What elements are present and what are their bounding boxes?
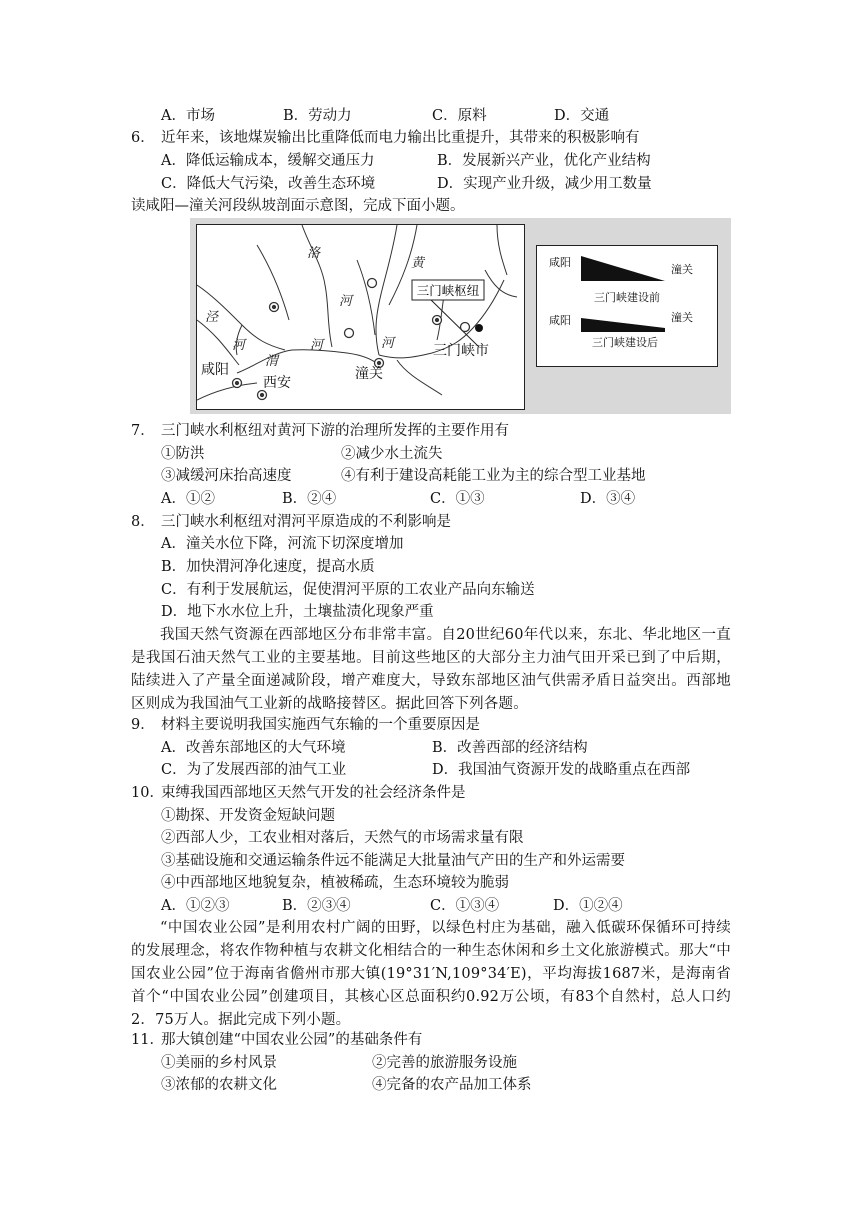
- passage-gas: 我国天然气资源在西部地区分布非常丰富。自20世纪60年代以来，东北、华北地区一直是我国石油天然气工业的主要基地。目前这些地区的大部分主力油气田开采已到了中后期，陆续进入了产量全面递减阶段，增产难度大，导致东部地区油气供需矛盾日益突出。西部地区则成为我国油气工业新的战略接替区。据此回答下列各题。: [131, 627, 731, 712]
- jing-he-label: 河: [232, 338, 246, 353]
- q7-item-3: ③减缓河床抬高速度: [161, 468, 292, 484]
- q8-stem: 三门峡水利枢纽对渭河平原造成的不利影响是: [161, 514, 451, 530]
- q7-item-4: ④有利于建设高耗能工业为主的综合型工业基地: [341, 468, 646, 484]
- q9-number: 9．: [131, 717, 155, 733]
- q10-item-1: ①勘探、开发资金短缺问题: [161, 808, 335, 824]
- wei-label: 渭: [265, 354, 279, 369]
- q8-option-c: C．有利于发展航运，促使渭河平原的工农业产品向东输送: [161, 582, 535, 598]
- q11-item-2: ②完善的旅游服务设施: [372, 1055, 517, 1071]
- xian-label: 西安: [263, 375, 291, 391]
- q11-number: 11．: [131, 1032, 164, 1048]
- map-intro: 读咸阳—潼关河段纵坡剖面示意图，完成下面小题。: [131, 198, 465, 214]
- river-map: [196, 224, 525, 410]
- sanmenxia-hub-dot: [475, 324, 483, 332]
- city-marker: [461, 323, 470, 332]
- huang-he-label: 河: [381, 336, 395, 351]
- q10-stem: 束缚我国西部地区天然气开发的社会经济条件是: [161, 785, 466, 801]
- q10-item-2: ②西部人少，工农业相对落后，天然气的市场需求量有限: [161, 830, 524, 846]
- huang-label: 黄: [411, 256, 425, 271]
- q11-item-3: ③浓郁的农耕文化: [161, 1077, 277, 1093]
- profile-after-wedge: [581, 318, 665, 332]
- luo-he-label: 河: [339, 294, 353, 309]
- q6-option-a: A．降低运输成本，缓解交通压力: [161, 153, 375, 169]
- q6-option-b: B．发展新兴产业，优化产业结构: [437, 153, 651, 169]
- q8-number: 8．: [131, 514, 155, 530]
- sanmenxia-city-label: 三门峡市: [433, 343, 489, 359]
- city-marker: [368, 279, 377, 288]
- q6-option-d: D．实现产业升级，减少用工数量: [437, 176, 652, 192]
- profile-before-wedge: [581, 256, 665, 281]
- before-left-label: 咸阳: [549, 256, 571, 269]
- q6-option-c: C．降低大气污染，改善生态环境: [161, 176, 376, 192]
- q11-stem: 那大镇创建“中国农业公园”的基础条件有: [161, 1032, 423, 1048]
- q5-option-d: D．交通: [554, 108, 610, 124]
- q8-option-a: A．潼关水位下降，河流下切深度增加: [161, 536, 404, 552]
- q11-item-1: ①美丽的乡村风景: [161, 1055, 277, 1071]
- xianyang-label: 咸阳: [201, 362, 229, 378]
- after-caption: 三门峡建设后: [592, 336, 658, 349]
- q10-option-d: D．①②④: [553, 898, 623, 914]
- map-figure: [190, 218, 731, 414]
- q7-number: 7．: [131, 423, 155, 439]
- q5-option-a: A．市场: [161, 108, 215, 124]
- q7-option-a: A．①②: [161, 491, 215, 507]
- passage-agri-park: “中国农业公园”是利用农村广阔的田野，以绿色村庄为基础，融入低碳环保循环可持续的发展理念，将农作物种植与农耕文化相结合的一种生态休闲和乡土文化旅游模式。那大“中国农业公园”位于海南省儋州市那大镇(19°31′N,109°34′E)，平均海拔1687米，是海南省首个“中国农业公园”创建项目，其核心区总面积约0.92万公顷，有83个自然村，总人口约2．75万人。据此完成下列小题。: [131, 920, 731, 1028]
- after-right-label: 潼关: [671, 311, 693, 324]
- q9-option-b: B．改善西部的经济结构: [432, 740, 588, 756]
- q6-number: 6．: [131, 130, 155, 146]
- q7-stem: 三门峡水利枢纽对黄河下游的治理所发挥的主要作用有: [161, 423, 509, 439]
- luo-label: 洛: [307, 246, 321, 261]
- q7-option-b: B．②④: [282, 491, 337, 507]
- jing-label: 泾: [205, 310, 219, 325]
- q7-option-c: C．①③: [430, 491, 485, 507]
- river-map-svg: [197, 225, 524, 409]
- q9-option-d: D．我国油气资源开发的战略重点在西部: [432, 762, 691, 778]
- q9-stem: 材料主要说明我国实施西气东输的一个重要原因是: [161, 717, 480, 733]
- luo-river: [302, 225, 332, 347]
- tongguan-label: 潼关: [355, 366, 383, 382]
- q8-option-b: B．加快渭河净化速度，提高水质: [161, 559, 375, 575]
- q6-stem: 近年来，该地煤炭输出比重降低而电力输出比重提升，其带来的积极影响有: [161, 130, 640, 146]
- q10-item-3: ③基础设施和交通运输条件远不能满足大批量油气产田的生产和外运需要: [161, 853, 625, 869]
- q5-option-c: C．原料: [432, 108, 487, 124]
- q7-item-2: ②减少水土流失: [341, 446, 443, 462]
- q10-option-c: C．①③④: [430, 898, 500, 914]
- q7-item-1: ①防洪: [161, 446, 205, 462]
- profile-legend-svg: [537, 246, 717, 366]
- q5-option-b: B．劳动力: [283, 108, 352, 124]
- q10-option-b: B．②③④: [282, 898, 351, 914]
- after-left-label: 咸阳: [549, 314, 571, 327]
- q8-option-d: D．地下水水位上升，土壤盐渍化现象严重: [161, 604, 434, 620]
- q9-option-c: C．为了发展西部的油气工业: [161, 762, 347, 778]
- wei-he-label: 河: [310, 338, 324, 353]
- city-marker: [345, 329, 354, 338]
- before-caption: 三门峡建设前: [594, 291, 660, 304]
- hub-label: 三门峡枢纽: [416, 283, 480, 298]
- before-right-label: 潼关: [671, 263, 693, 276]
- q10-item-4: ④中西部地区地貌复杂，植被稀疏，生态环境较为脆弱: [161, 875, 509, 891]
- q11-item-4: ④完备的农产品加工体系: [372, 1077, 532, 1093]
- q7-option-d: D．③④: [580, 491, 636, 507]
- profile-legend: [536, 245, 718, 367]
- q10-option-a: A．①②③: [161, 898, 230, 914]
- q10-number: 10．: [131, 785, 164, 801]
- q9-option-a: A．改善东部地区的大气环境: [161, 740, 346, 756]
